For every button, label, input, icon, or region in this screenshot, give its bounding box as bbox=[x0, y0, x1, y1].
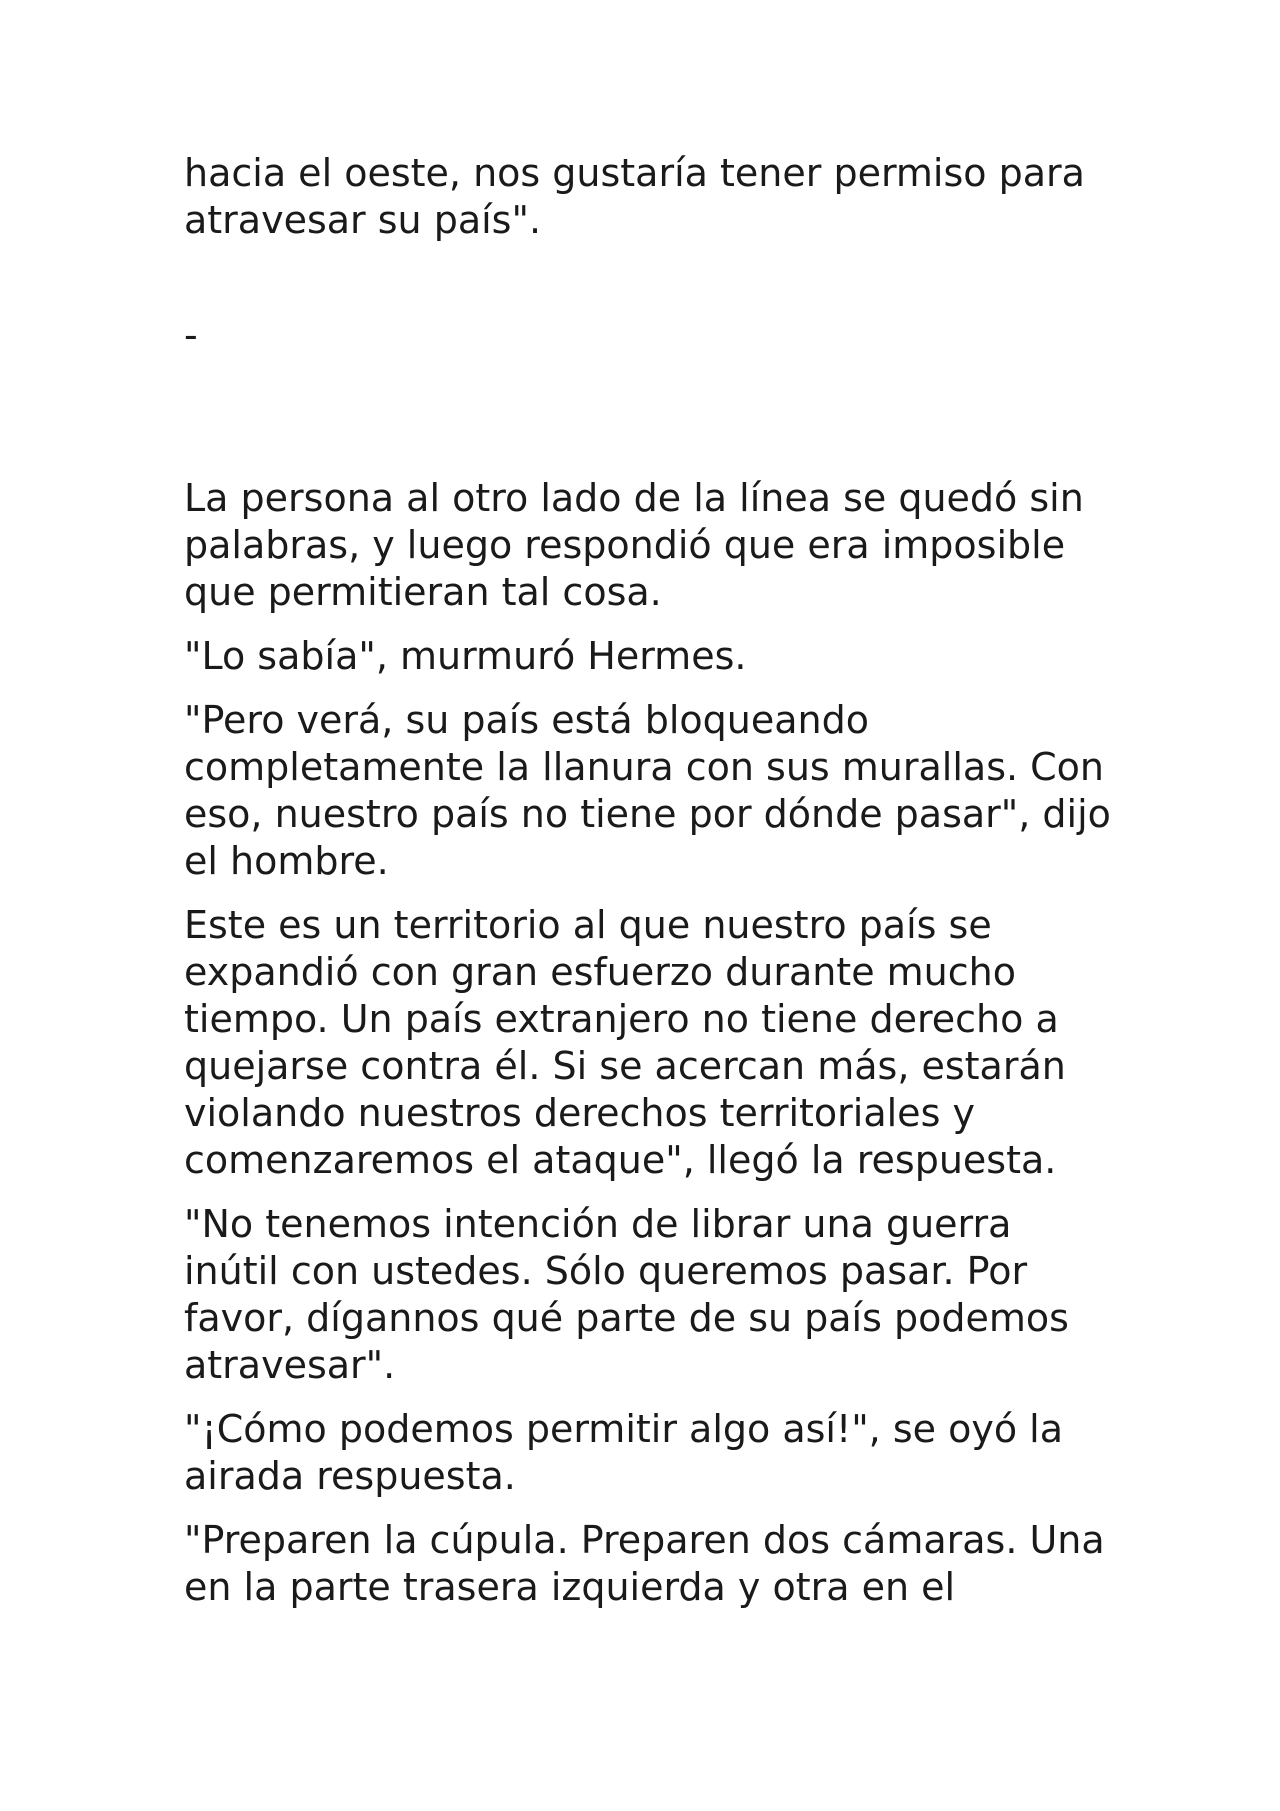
paragraph: "No tenemos intención de librar una guerra inútil con ustedes. Sólo queremos pasar. Por favor, dígannos qué parte de su país podemos atravesar". bbox=[184, 1202, 1069, 1387]
paragraph-truncated: "Preparen la cúpula. Preparen dos cámaras. Una en la parte trasera izquierda y otra en el bbox=[184, 1518, 1105, 1609]
paragraph-continuation: hacia el oeste, nos gustaría tener permiso para atravesar su país". bbox=[184, 151, 1085, 242]
paragraph: La persona al otro lado de la línea se quedó sin palabras, y luego respondió que era imposible que permitieran tal cosa. bbox=[184, 476, 1084, 614]
paragraph: "Lo sabía", murmuró Hermes. bbox=[184, 634, 747, 678]
paragraph: Este es un territorio al que nuestro país se expandió con gran esfuerzo durante mucho tiempo. Un país extranjero no tiene derecho a quejarse contra él. Si se acercan más, estarán violando nuestros derechos territoriales y comenzaremos el ataque", llegó la respuesta. bbox=[184, 903, 1066, 1182]
body-text bbox=[184, 150, 1114, 1628]
scene-separator: - bbox=[184, 313, 198, 357]
paragraph: "¡Cómo podemos permitir algo así!", se oyó la airada respuesta. bbox=[184, 1407, 1064, 1498]
paragraph: "Pero verá, su país está bloqueando completamente la llanura con sus murallas. Con eso, nuestro país no tiene por dónde pasar", dijo el hombre. bbox=[184, 698, 1111, 883]
